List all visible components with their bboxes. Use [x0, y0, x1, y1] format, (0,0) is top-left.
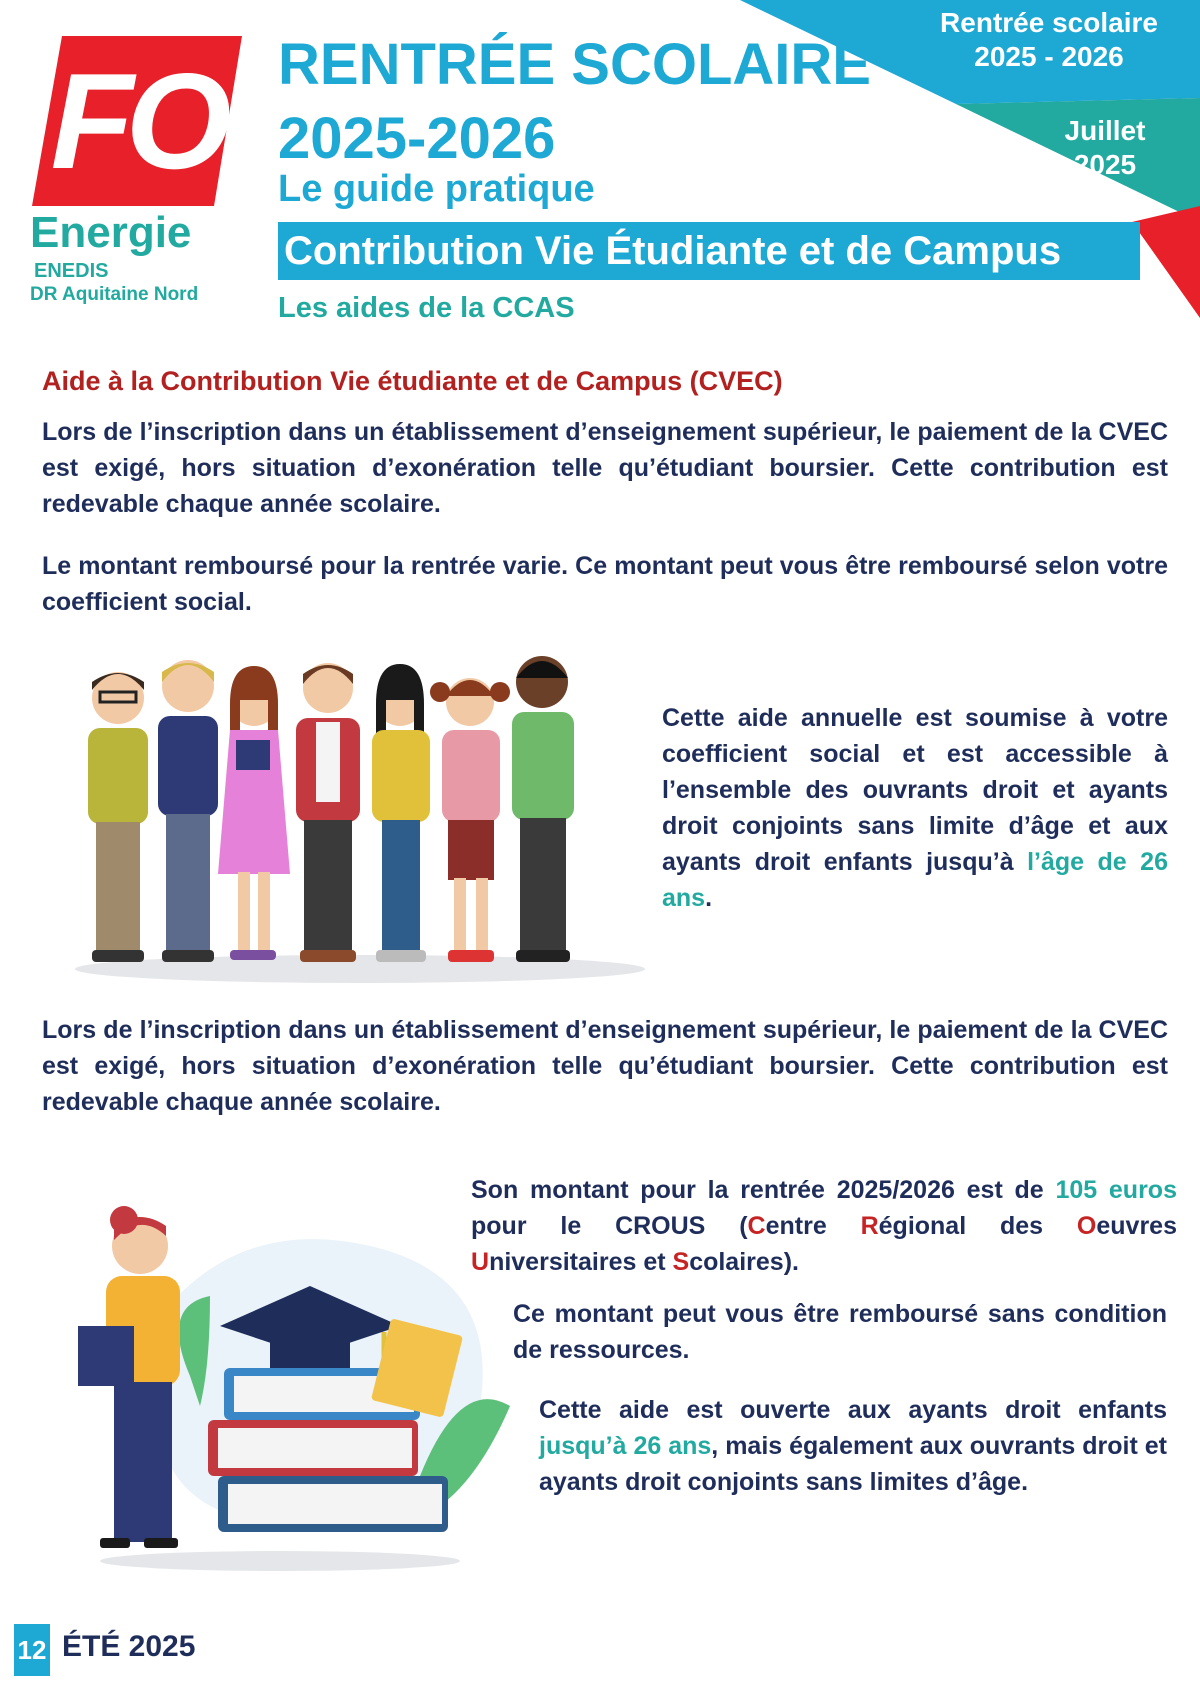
corner-date-month: Juillet	[1064, 115, 1146, 146]
paragraph-cvec-intro: Lors de l’inscription dans un établissement d’enseignement supérieur, le paiement de la CVEC est exigé, hors situation d’exonération telle qu’étudiant boursier. Cette contribution est redevable chaque année scolaire.	[42, 418, 1168, 518]
paragraph-annual-aid-end: .	[705, 884, 713, 912]
logo-energie-text: Energie	[30, 208, 192, 257]
crous-label-text: pour le CROUS (	[471, 1212, 748, 1240]
page-title-line1: RENTRÉE SCOLAIRE	[278, 32, 871, 97]
paragraph-cvec-repeat: Lors de l’inscription dans un établissement d’enseignement supérieur, le paiement de la CVEC est exigé, hors situation d’exonération telle qu’étudiant boursier. Cette contribution est redevable chaque année scolaire.	[42, 1016, 1168, 1116]
crous-amount-text: Son montant pour la rentrée 2025/2026 est de	[471, 1176, 1056, 1204]
eligibility-text: Cette aide est ouverte aux ayants droit enfants	[539, 1396, 1167, 1424]
crous-word-rest: entre	[765, 1212, 861, 1240]
crous-initial: C	[747, 1212, 766, 1240]
topic-banner	[278, 222, 1140, 280]
fo-energie-logo	[26, 36, 256, 306]
crous-paragraph-end: ).	[783, 1248, 799, 1276]
crous-amount-highlight: 105 euros	[1055, 1176, 1177, 1204]
corner-red-ribbon	[1132, 206, 1200, 318]
footer-edition-label: ÉTÉ 2025	[62, 1630, 196, 1663]
student-figure	[430, 678, 510, 962]
topic-banner-text: Contribution Vie Étudiante et de Campus	[284, 229, 1062, 273]
student-figure	[218, 666, 290, 960]
corner-school-year-line2: 2025 - 2026	[974, 40, 1124, 72]
logo-enedis-text: ENEDIS	[34, 260, 109, 282]
crous-initial: R	[860, 1212, 879, 1240]
crous-initial: O	[1076, 1212, 1097, 1240]
ccas-tagline: Les aides de la CCAS	[278, 292, 575, 324]
paragraph-eligibility	[539, 1392, 1167, 1500]
crous-initial: S	[672, 1248, 690, 1276]
fo-logo-mark	[32, 36, 242, 206]
paragraph-crous-amount	[471, 1172, 1177, 1280]
page-number-badge: 12	[14, 1624, 50, 1676]
student-figure	[88, 672, 148, 962]
crous-word-rest: euvres	[1096, 1212, 1177, 1240]
student-figure	[158, 660, 218, 962]
graduate-books-illustration	[40, 1176, 520, 1576]
crous-word-rest: niversitaires et	[489, 1248, 673, 1276]
paragraph-annual-aid	[662, 700, 1168, 916]
page-title	[278, 28, 871, 176]
student-figure	[512, 656, 574, 962]
page-subtitle: Le guide pratique	[278, 168, 595, 210]
corner-school-year	[924, 6, 1174, 73]
logo-region-text: DR Aquitaine Nord	[30, 284, 199, 305]
student-figure	[296, 663, 360, 962]
corner-school-year-line1: Rentrée scolaire	[940, 7, 1158, 38]
crous-initial: U	[471, 1248, 490, 1276]
age-limit-highlight: l’âge de 26 ans	[662, 848, 1168, 912]
students-group-illustration	[70, 644, 650, 984]
eligibility-age-highlight: jusqu’à 26 ans	[539, 1432, 712, 1460]
paragraph-refund-amount: Le montant remboursé pour la rentrée varie. Ce montant peut vous être remboursé selon votre coefficient social.	[42, 552, 1168, 616]
corner-date	[1040, 114, 1170, 181]
section-title: Aide à la Contribution Vie étudiante et de Campus (CVEC)	[42, 366, 783, 396]
page-title-line2: 2025-2026	[278, 106, 556, 171]
crous-word-rest: égional des	[878, 1212, 1077, 1240]
crous-word-rest: colaires	[689, 1248, 784, 1276]
fo-logo-letters: FO	[50, 45, 224, 197]
paragraph-annual-aid-text: Cette aide annuelle est soumise à votre coefficient social et est accessible à l’ensemble des ouvrants droit et ayants droit conjoints sans limite d’âge et aux ayants droit enfants jusqu’à	[662, 704, 1168, 876]
paragraph-no-condition: Ce montant peut vous être remboursé sans condition de ressources.	[513, 1300, 1167, 1364]
eligibility-text-end: , mais également aux ouvrants droit et ayants droit conjoints sans limites d’âge.	[539, 1432, 1167, 1496]
student-figure	[372, 664, 430, 962]
corner-date-year: 2025	[1073, 148, 1137, 180]
